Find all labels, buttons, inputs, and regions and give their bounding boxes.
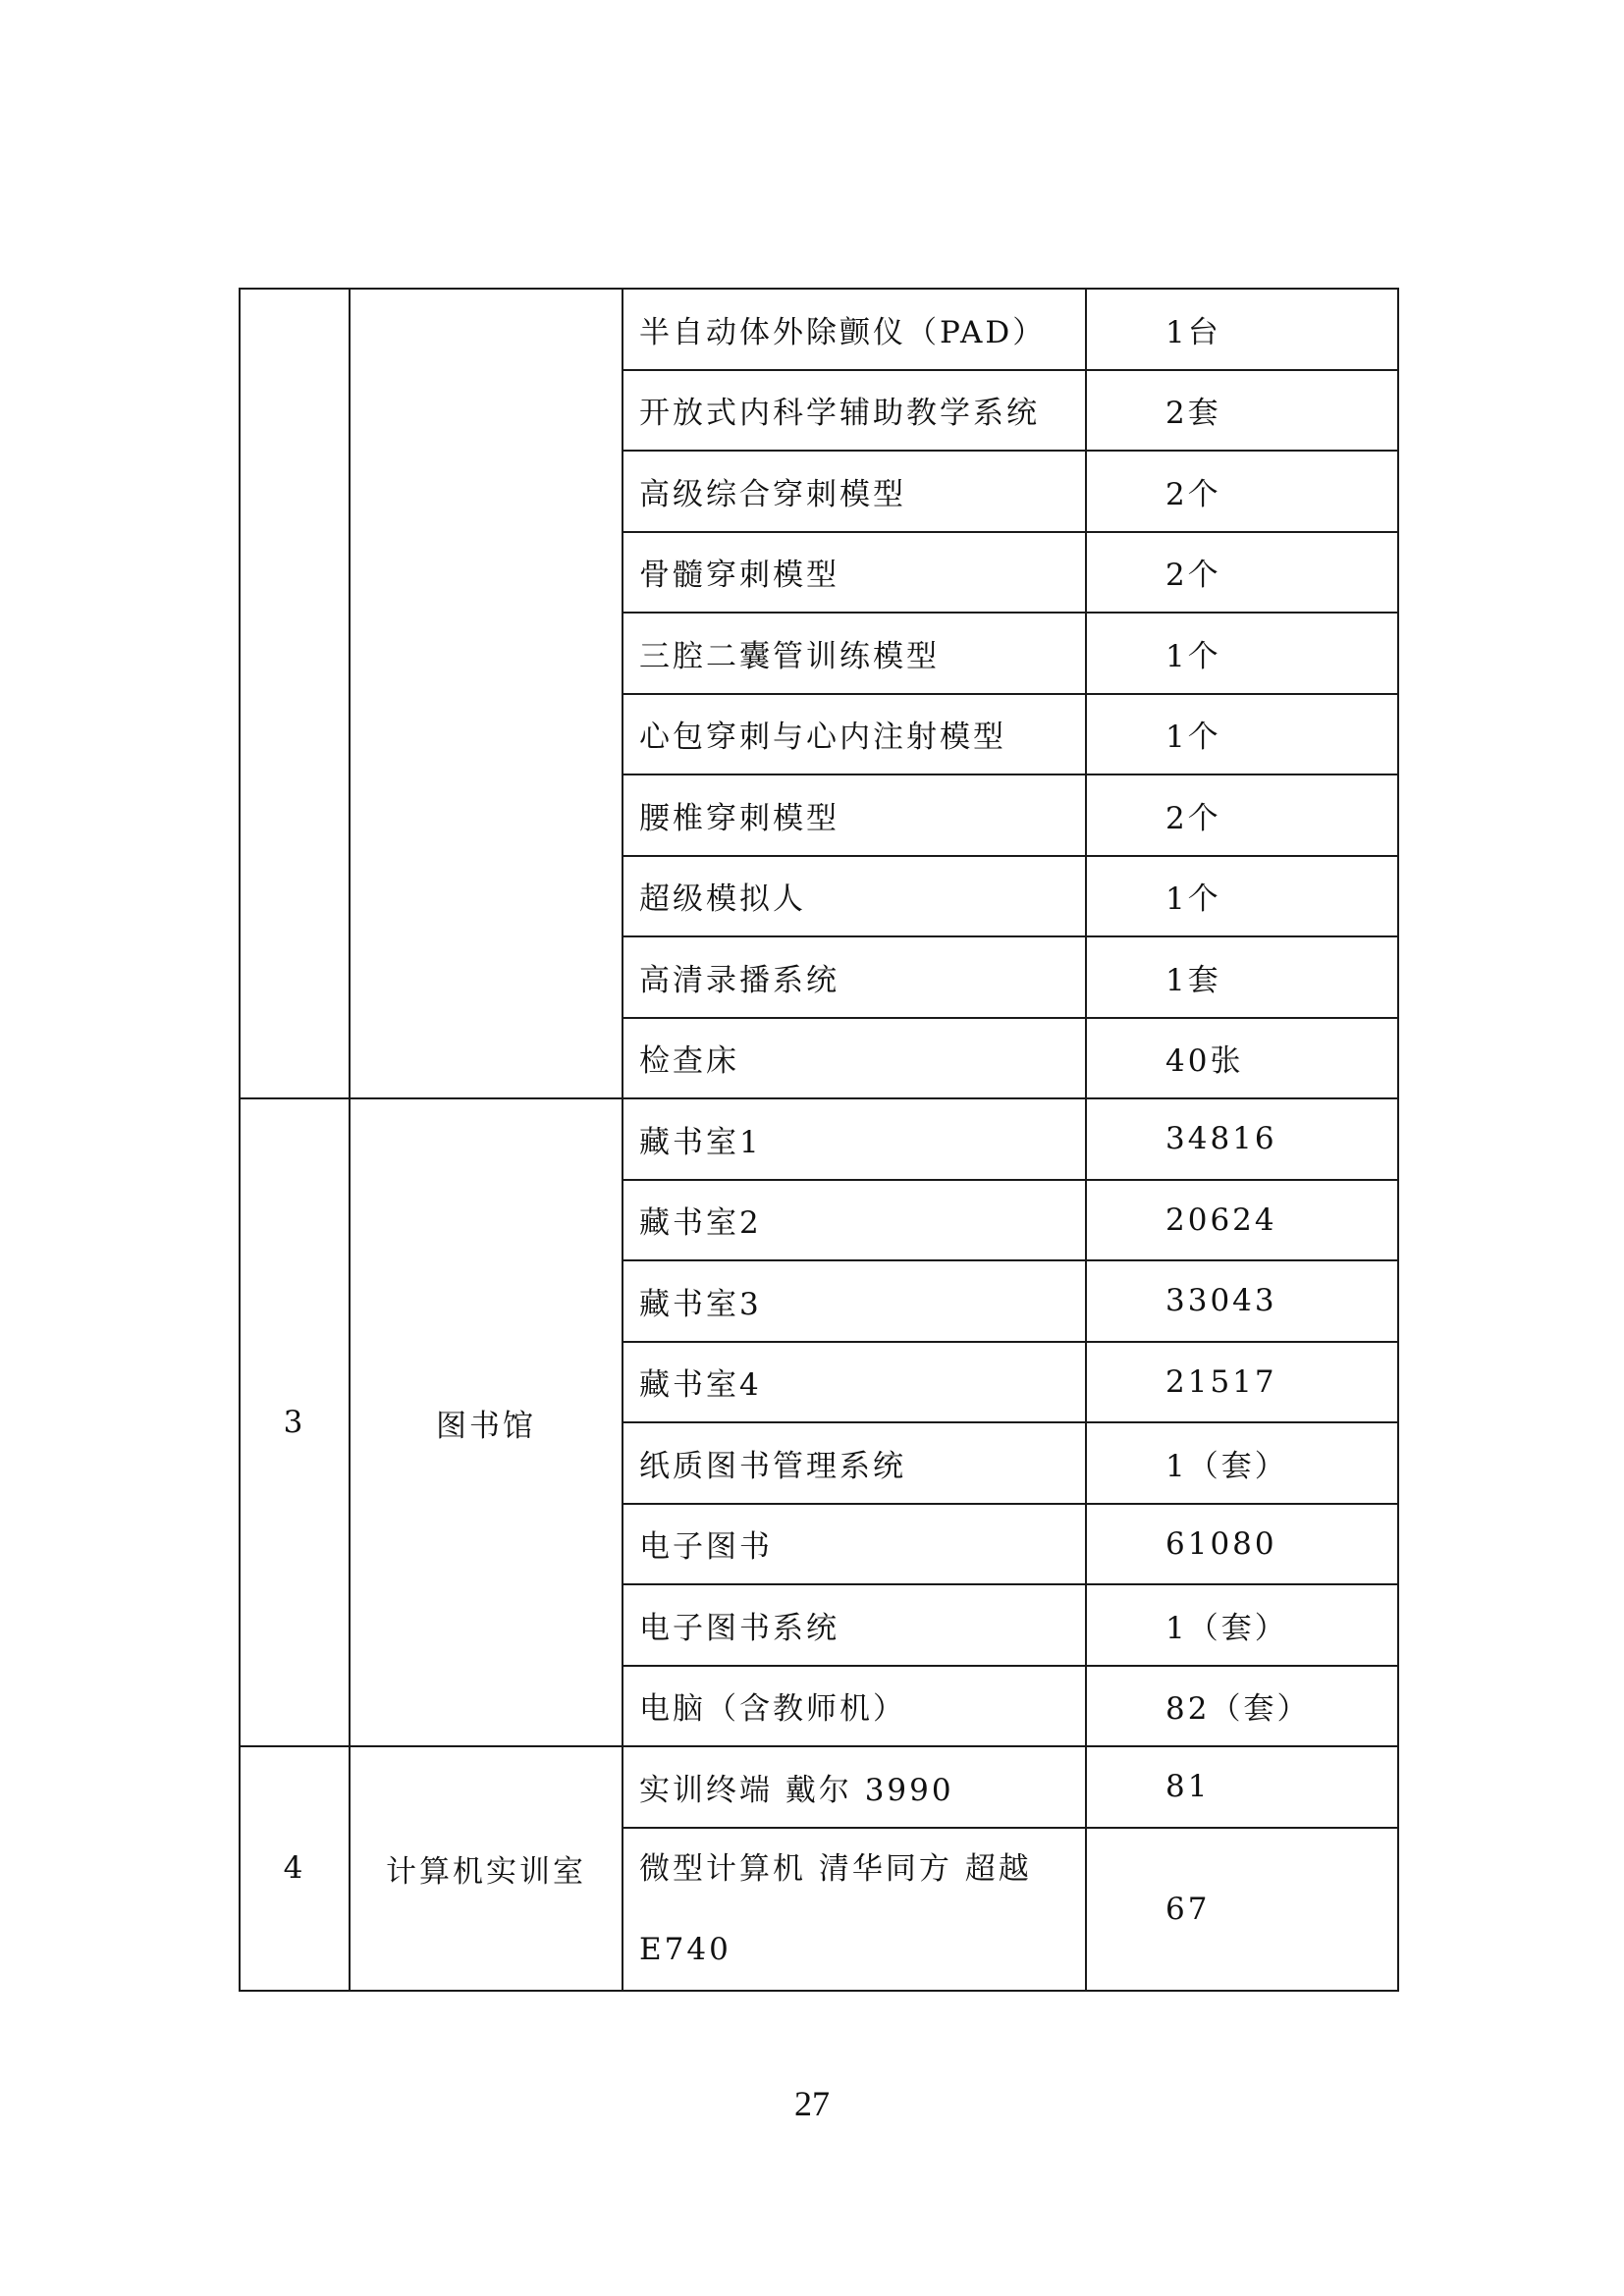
item-quantity: 1套 bbox=[1086, 936, 1398, 1018]
item-name: 实训终端 戴尔 3990 bbox=[623, 1746, 1086, 1828]
item-quantity: 2个 bbox=[1086, 774, 1398, 856]
item-name: 三腔二囊管训练模型 bbox=[623, 613, 1086, 694]
item-name: 电脑（含教师机） bbox=[623, 1666, 1086, 1747]
item-quantity: 1个 bbox=[1086, 856, 1398, 937]
row-number-cell: 3 bbox=[240, 1098, 350, 1746]
item-name: 骨髓穿刺模型 bbox=[623, 532, 1086, 614]
item-name: 藏书室2 bbox=[623, 1180, 1086, 1261]
category-cell: 计算机实训室 bbox=[350, 1746, 623, 1991]
item-name: 检查床 bbox=[623, 1018, 1086, 1099]
table-row bbox=[240, 289, 1398, 370]
item-quantity: 82（套） bbox=[1086, 1666, 1398, 1747]
item-quantity: 1（套） bbox=[1086, 1584, 1398, 1666]
item-quantity: 20624 bbox=[1086, 1180, 1398, 1261]
equipment-table bbox=[239, 288, 1399, 1992]
item-name: 高清录播系统 bbox=[623, 936, 1086, 1018]
item-quantity: 2个 bbox=[1086, 532, 1398, 614]
page-number: 27 bbox=[794, 2084, 830, 2123]
item-name: 半自动体外除颤仪（PAD） bbox=[623, 289, 1086, 370]
item-name: 藏书室3 bbox=[623, 1260, 1086, 1342]
table-row bbox=[240, 1098, 1398, 1180]
item-name: 电子图书系统 bbox=[623, 1584, 1086, 1666]
item-quantity: 67 bbox=[1086, 1828, 1398, 1991]
category-cell bbox=[350, 289, 623, 1098]
item-name: 微型计算机 清华同方 超越E740 bbox=[623, 1828, 1086, 1991]
item-name: 超级模拟人 bbox=[623, 856, 1086, 937]
item-name: 高级综合穿刺模型 bbox=[623, 451, 1086, 532]
item-name: 腰椎穿刺模型 bbox=[623, 774, 1086, 856]
item-quantity: 1个 bbox=[1086, 613, 1398, 694]
item-quantity: 34816 bbox=[1086, 1098, 1398, 1180]
item-name: 纸质图书管理系统 bbox=[623, 1422, 1086, 1504]
item-quantity: 2个 bbox=[1086, 451, 1398, 532]
item-quantity: 1个 bbox=[1086, 694, 1398, 775]
item-name: 藏书室1 bbox=[623, 1098, 1086, 1180]
item-quantity: 2套 bbox=[1086, 370, 1398, 452]
item-name: 心包穿刺与心内注射模型 bbox=[623, 694, 1086, 775]
row-number-cell bbox=[240, 289, 350, 1098]
item-quantity: 81 bbox=[1086, 1746, 1398, 1828]
item-name: 电子图书 bbox=[623, 1504, 1086, 1585]
item-name: 开放式内科学辅助教学系统 bbox=[623, 370, 1086, 452]
category-cell: 图书馆 bbox=[350, 1098, 623, 1746]
item-quantity: 61080 bbox=[1086, 1504, 1398, 1585]
item-quantity: 1（套） bbox=[1086, 1422, 1398, 1504]
row-number-cell: 4 bbox=[240, 1746, 350, 1991]
item-quantity: 1台 bbox=[1086, 289, 1398, 370]
table-row bbox=[240, 1746, 1398, 1828]
item-quantity: 21517 bbox=[1086, 1342, 1398, 1423]
item-name: 藏书室4 bbox=[623, 1342, 1086, 1423]
item-quantity: 40张 bbox=[1086, 1018, 1398, 1099]
item-quantity: 33043 bbox=[1086, 1260, 1398, 1342]
